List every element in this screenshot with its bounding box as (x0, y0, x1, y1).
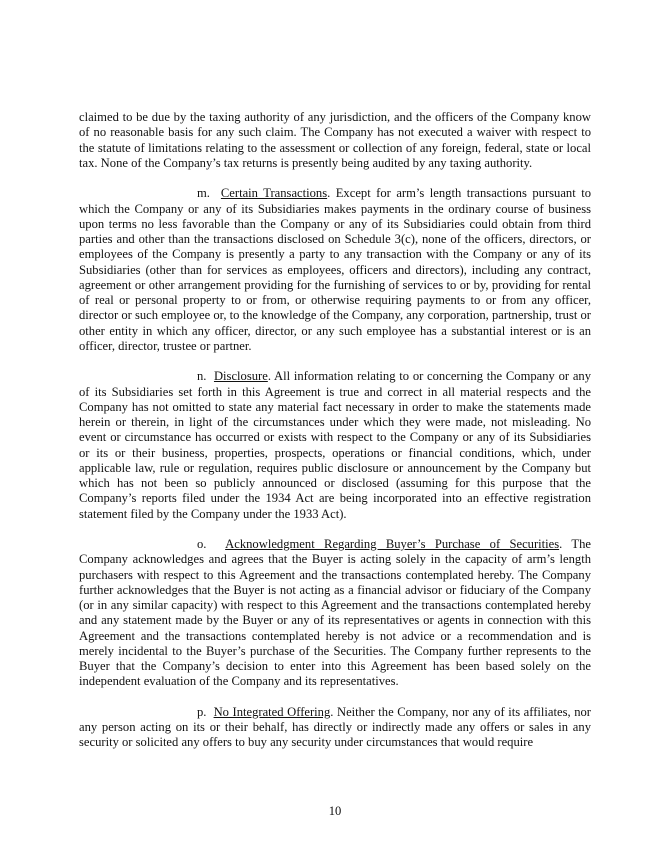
paragraph-disclosure (79, 369, 591, 522)
page-body (79, 110, 591, 766)
paragraph-acknowledgment (79, 537, 591, 690)
section-text: . The Company acknowledges and agrees that the Buyer is acting solely in the capacity of arm’s length purchasers with respect to this Agreement and the transactions contemplated hereby. The Company further acknowledges that the Buyer is not acting as a financial advisor or fiduciary of the Company (or in any similar capacity) with respect to this Agreement and the transactions contemplated hereby and any statement made by the Buyer or any of its representatives or agents in connection with this Agreement and the transactions contemplated hereby is not advice or a recommendation and is merely incidental to the Buyer’s purchase of the Securities. The Company further represents to the Buyer that the Company’s decision to enter into this Agreement has been based solely on the independent evaluation of the Company and its representatives. (79, 537, 592, 689)
section-text: . Neither the Company, nor any of its affiliates, nor any person acting on its or their behalf, has directly or indirectly made any offers or sales in any security or solicited any offers to buy any security under circumstances that would require (79, 704, 592, 750)
section-heading: Disclosure (213, 369, 268, 384)
paragraph-certain-transactions (79, 186, 591, 354)
section-letter: o. (197, 537, 207, 551)
paragraph-no-integrated-offering (79, 705, 591, 751)
section-letter: p. (197, 704, 207, 719)
section-text: . All information relating to or concerning the Company or any of its Subsidiaries set forth in this Agreement is true and correct in all material respects and the Company has not omitted to state any material fact necessary in order to make the statements made herein or therein, in light of the circumstances under which they were made, not misleading. No event or circumstance has occurred or exists with respect to the Company or any of its Subsidiaries or its or their business, properties, prospects, operations or financial conditions, which, under applicable law, rule or regulation, requires public disclosure or announcement by the Company but which has not been so publicly announced or disclosed (assuming for this purpose that the Company’s reports filed under the 1934 Act are being incorporated into an effective registration statement filed by the Company under the 1933 Act). (79, 369, 592, 521)
section-letter: m. (197, 186, 210, 201)
section-heading: Certain Transactions (220, 186, 328, 201)
section-heading: Acknowledgment Regarding Buyer’s Purchase of Securities (225, 537, 560, 551)
section-heading: No Integrated Offering (213, 704, 331, 719)
section-text: . Except for arm’s length transactions pursuant to which the Company or any of its Subsidiaries makes payments in the ordinary course of business upon terms no less favorable than the Company or any of its Subsidiaries could obtain from third parties and other than the transactions disclosed on Schedule 3(c), none of the officers, directors, or employees of the Company is presently a party to any transaction with the Company or any of its Subsidiaries (other than for services as employees, officers and directors), including any contract, agreement or other arrangement providing for the furnishing of services to or by, providing for rental of real or personal property to or from, or otherwise requiring payments to or from any officer, director or such employee or, to the knowledge of the Company, any corporation, partnership, trust or other entity in which any officer, director, or any such employee has a substantial interest or is an officer, director, trustee or partner. (79, 186, 591, 353)
page-number: 10 (328, 804, 342, 818)
paragraph-tax-continuation: claimed to be due by the taxing authority of any jurisdiction, and the officers of the Company know of no reasonable basis for any such claim. The Company has not executed a waiver with respect to the statute of limitations relating to the assessment or collection of any foreign, federal, state or local tax. None of the Company’s tax returns is presently being audited by any taxing authority. (79, 110, 591, 170)
section-letter: n. (197, 369, 207, 384)
